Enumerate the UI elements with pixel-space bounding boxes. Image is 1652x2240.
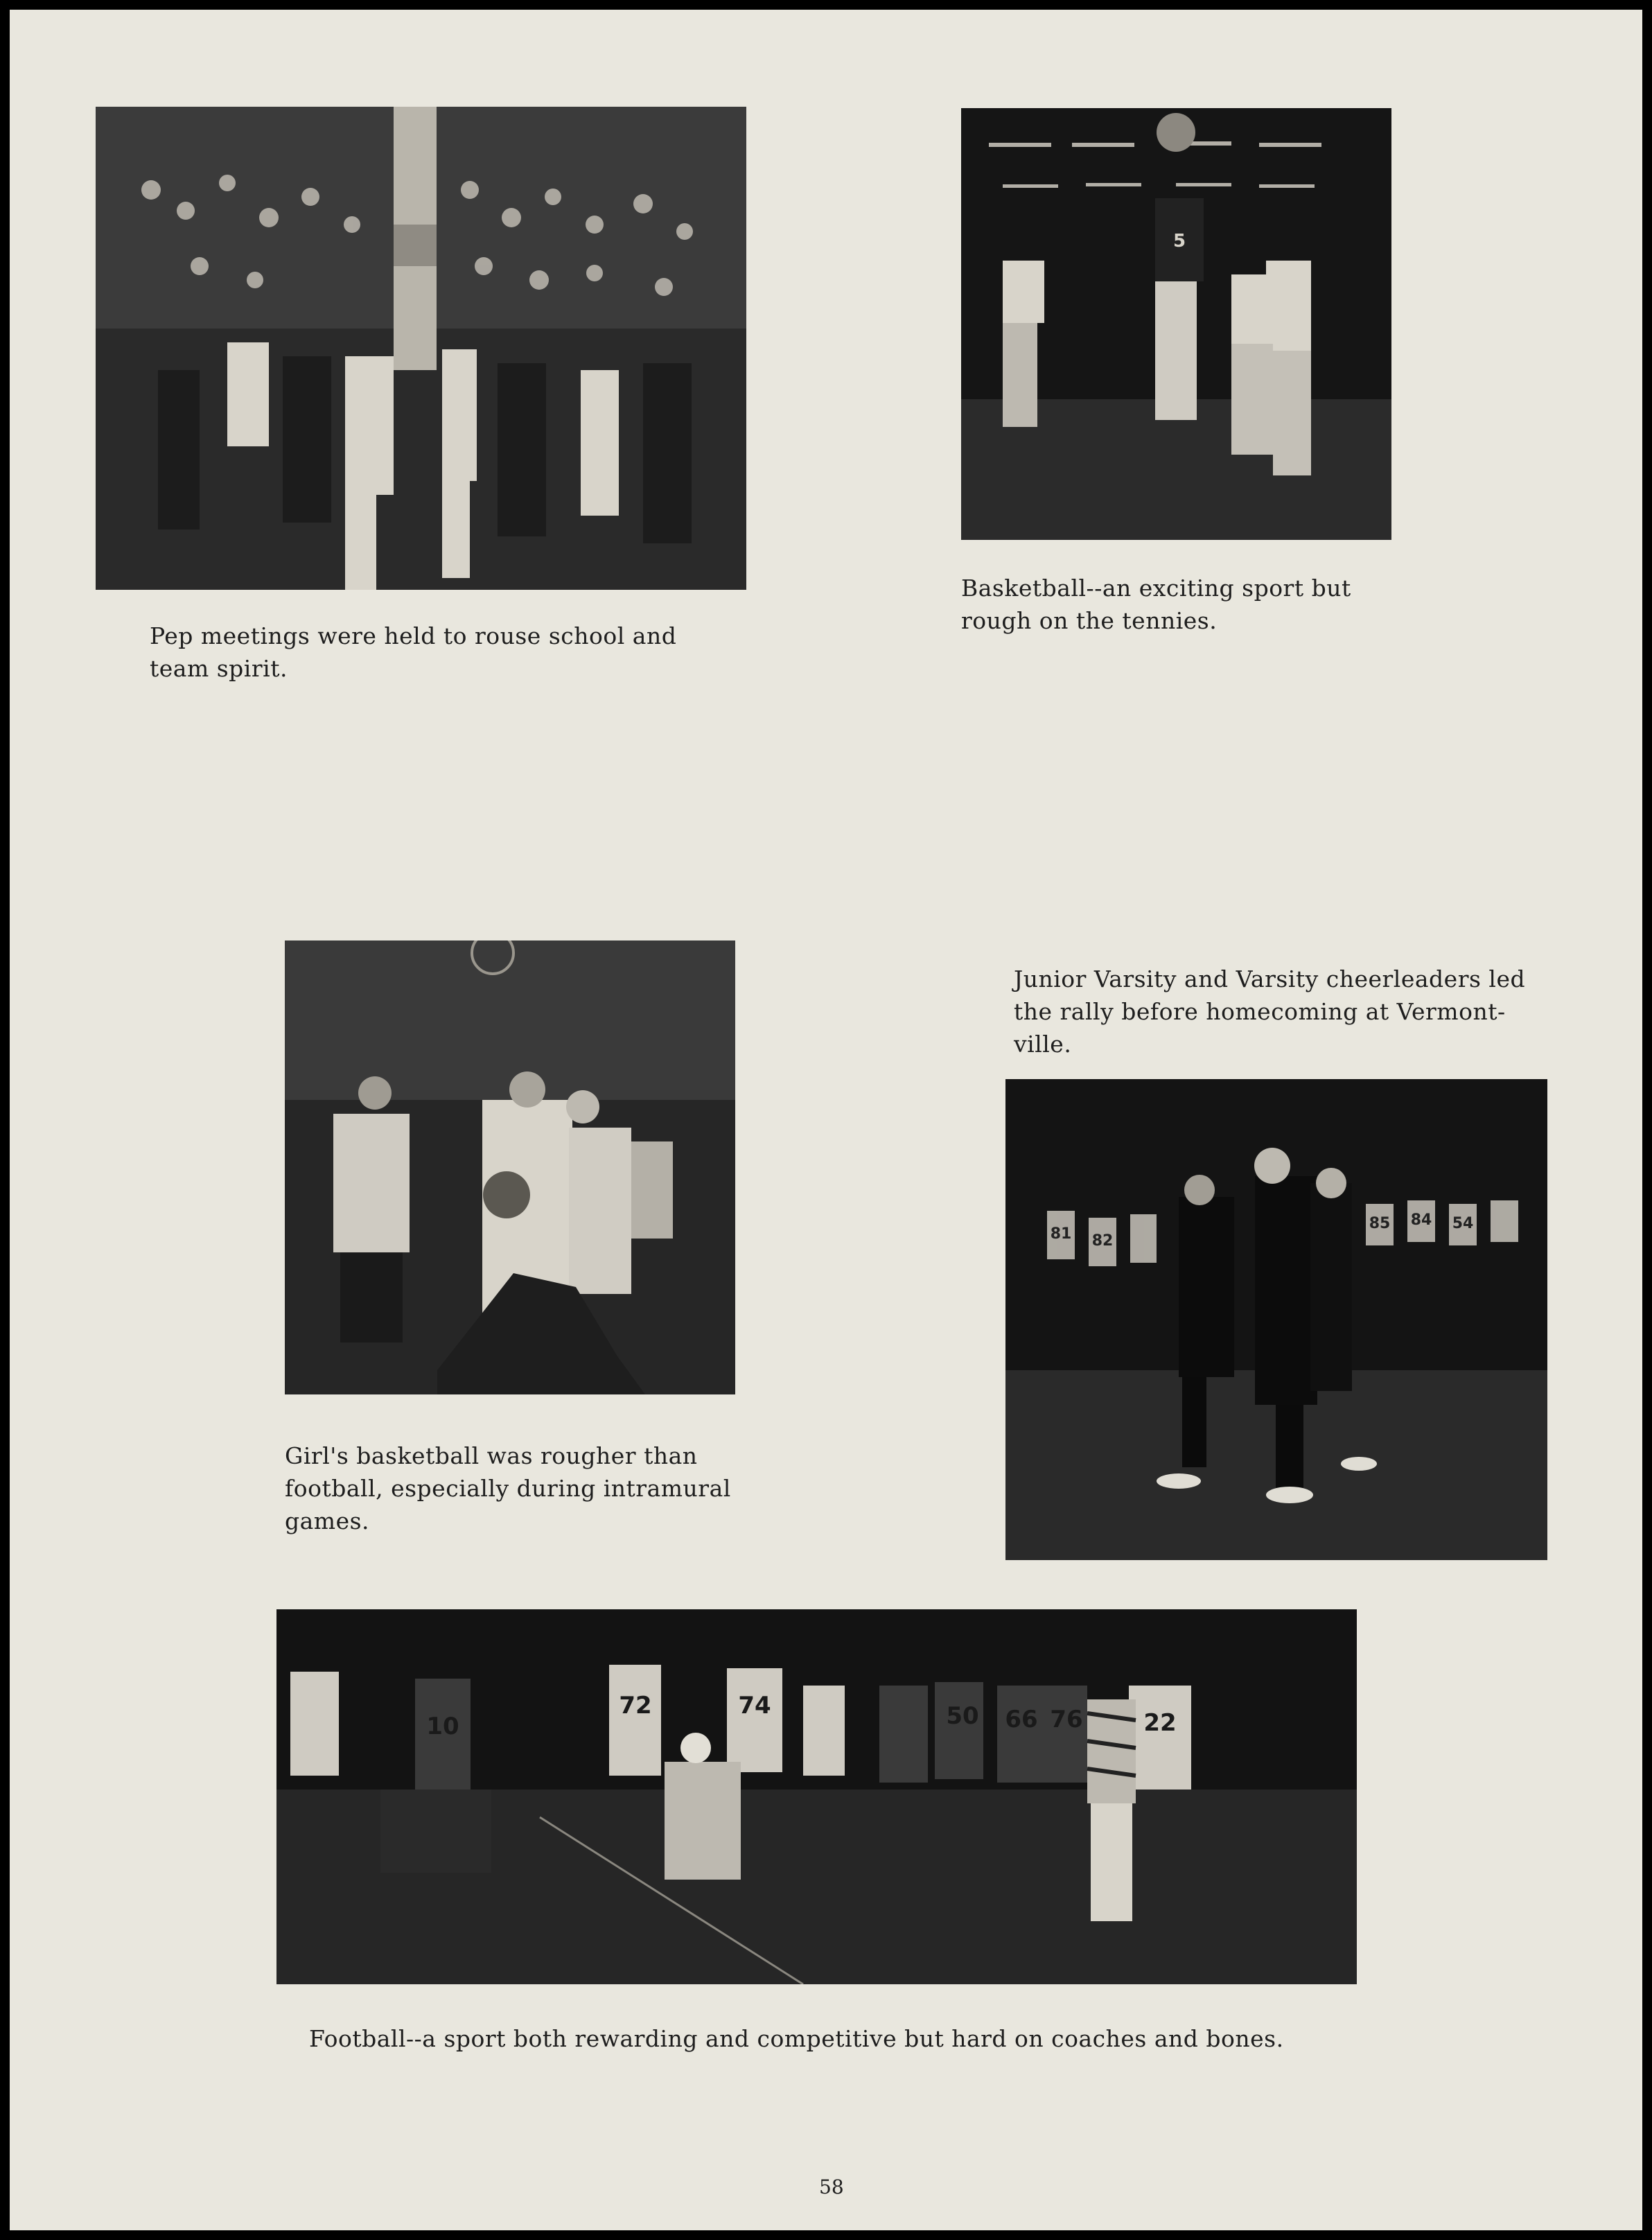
jersey-number: 84: [1410, 1211, 1432, 1229]
jersey-number: 66: [1005, 1706, 1038, 1733]
girls-basketball-photo: [285, 940, 735, 1394]
jersey-number: 74: [738, 1692, 771, 1720]
football-photo: [276, 1609, 1357, 1984]
basketball-caption: Basketball--an exciting sport but rough on the tennies.: [961, 575, 1351, 634]
jersey-number: 76: [1050, 1706, 1083, 1733]
pep-meeting-caption: Pep meetings were held to rouse school and team spirit.: [150, 622, 677, 682]
jersey-number: 82: [1091, 1232, 1114, 1250]
page-number: 58: [819, 2176, 844, 2198]
jersey-number: 50: [946, 1702, 979, 1730]
jersey-number: 5: [1172, 231, 1186, 252]
jersey-number: 72: [619, 1692, 652, 1720]
jersey-number: 85: [1369, 1215, 1391, 1232]
cheerleaders-photo: [1005, 1079, 1547, 1560]
football-caption: Football--a sport both rewarding and competitive but hard on coaches and bones.: [309, 2025, 1284, 2052]
pep-meeting-photo: [96, 107, 746, 590]
jersey-number: 81: [1050, 1225, 1072, 1243]
jersey-number: 22: [1143, 1709, 1177, 1737]
cheerleaders-caption: Junior Varsity and Varsity cheerleaders led the rally before homecoming at Vermont- ville.: [1014, 965, 1526, 1058]
basketball-photo: [961, 108, 1391, 540]
yearbook-page: [10, 10, 1642, 2230]
jersey-number: 54: [1452, 1215, 1474, 1232]
jersey-number: 44: [1233, 290, 1260, 310]
jersey-number: 10: [426, 1713, 459, 1740]
girls-basketball-caption: Girl's basketball was rougher than football, especially during intramural games.: [285, 1442, 731, 1534]
